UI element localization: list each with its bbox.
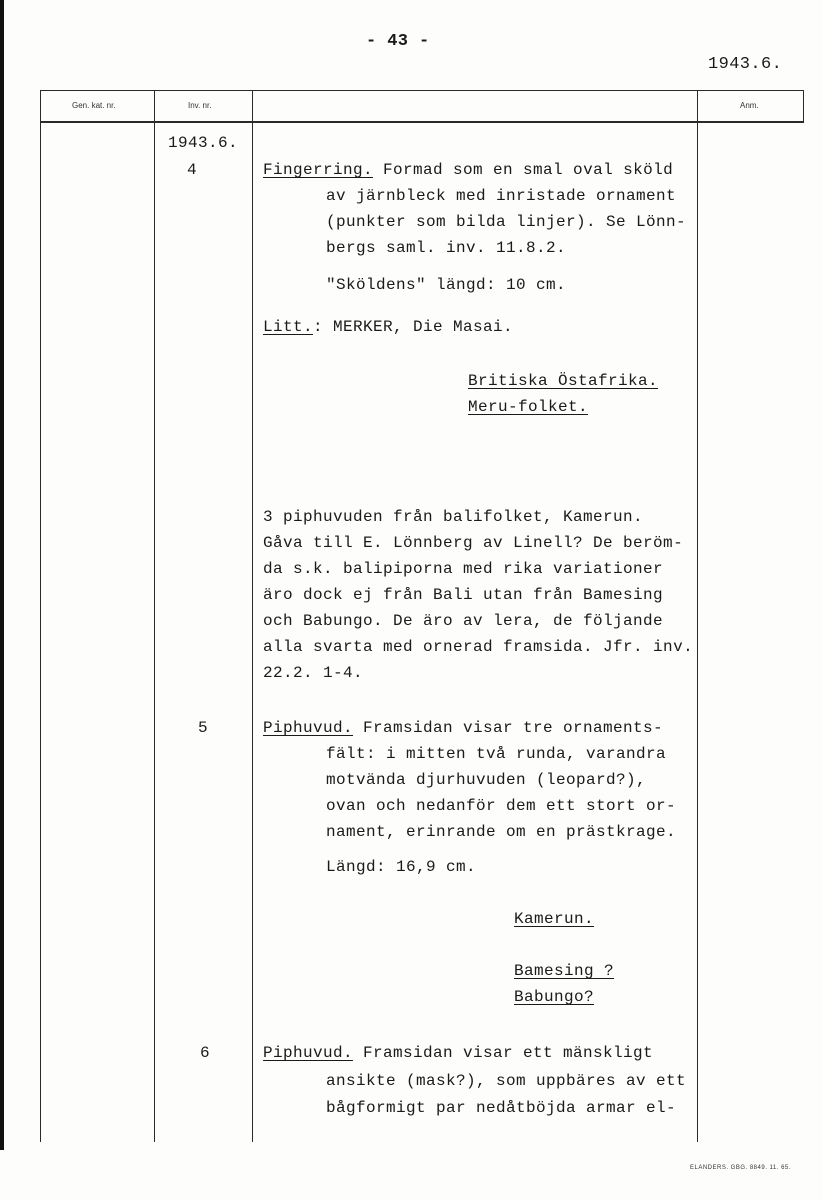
entry-4-people: Meru-folket. <box>468 398 589 416</box>
intro-line-3: da s.k. balipiporna med rika variationer <box>263 560 664 578</box>
col-divider-1 <box>40 90 41 1142</box>
inv-number-5: 5 <box>198 719 209 737</box>
col-header-gen-kat: Gen. kat. nr. <box>72 101 116 110</box>
intro-line-1: 3 piphuvuden från balifolket, Kamerun. <box>263 508 644 526</box>
entry-4-line-3: (punkter som bilda linjer). Se Lönn- <box>326 213 687 231</box>
col-divider-3 <box>252 90 253 1142</box>
entry-6-object: Piphuvud. <box>263 1044 354 1062</box>
inv-series: 1943.6. <box>168 134 239 152</box>
entry-4-length: "Sköldens" längd: 10 cm. <box>326 276 567 294</box>
entry-6-line-3: bågformigt par nedåtböjda armar el- <box>326 1099 677 1117</box>
col-divider-5 <box>803 90 804 122</box>
literature-label: Litt. <box>263 318 314 336</box>
intro-line-7: 22.2. 1-4. <box>263 664 364 682</box>
col-header-inv: Inv. nr. <box>188 101 212 110</box>
inv-number-6: 6 <box>200 1044 211 1062</box>
intro-line-2: Gåva till E. Lönnberg av Linell? De beröm- <box>263 534 684 552</box>
scan-margin-bar <box>0 0 4 1150</box>
col-divider-4 <box>697 90 698 1142</box>
col-divider-2 <box>154 90 155 1142</box>
entry-4-line-2: av järnbleck med inristade ornament <box>326 187 677 205</box>
entry-4-object: Fingerring. <box>263 161 374 179</box>
entry-5-region: Kamerun. <box>514 910 595 928</box>
col-header-anm: Anm. <box>740 101 759 110</box>
entry-4-region: Britiska Östafrika. <box>468 372 659 390</box>
entry-5-line-4: ovan och nedanför dem ett stort or- <box>326 797 677 815</box>
entry-4-line-4: bergs saml. inv. 11.8.2. <box>326 239 567 257</box>
entry-4-literature: Litt.: MERKER, Die Masai. <box>263 318 514 336</box>
year-reference: 1943.6. <box>708 55 783 74</box>
entry-5-line-5: nament, erinrande om en prästkrage. <box>326 823 677 841</box>
entry-5-length: Längd: 16,9 cm. <box>326 858 477 876</box>
entry-5-line-2: fält: i mitten två runda, varandra <box>326 745 667 763</box>
entry-5-place-2: Babungo? <box>514 988 595 1006</box>
printer-mark: ELANDERS. GBG. 8849. 11. 65. <box>690 1165 791 1171</box>
entry-6-line-1: Piphuvud. Framsidan visar ett mänskligt <box>263 1044 654 1062</box>
inv-number-4: 4 <box>187 161 198 179</box>
intro-line-4: äro dock ej från Bali utan från Bamesing <box>263 586 664 604</box>
entry-5-object: Piphuvud. <box>263 719 354 737</box>
intro-line-5: och Babungo. De äro av lera, de följande <box>263 612 664 630</box>
entry-5-place-1: Bamesing ? <box>514 962 615 980</box>
intro-line-6: alla svarta med ornerad framsida. Jfr. inv. <box>263 638 694 656</box>
page-number: - 43 - <box>366 32 430 51</box>
entry-5-line-1: Piphuvud. Framsidan visar tre ornaments- <box>263 719 664 737</box>
entry-4-line-1: Fingerring. Formad som en smal oval sköld <box>263 161 674 179</box>
entry-5-line-3: motvända djurhuvuden (leopard?), <box>326 771 647 789</box>
entry-6-line-2: ansikte (mask?), som uppbäres av ett <box>326 1072 687 1090</box>
